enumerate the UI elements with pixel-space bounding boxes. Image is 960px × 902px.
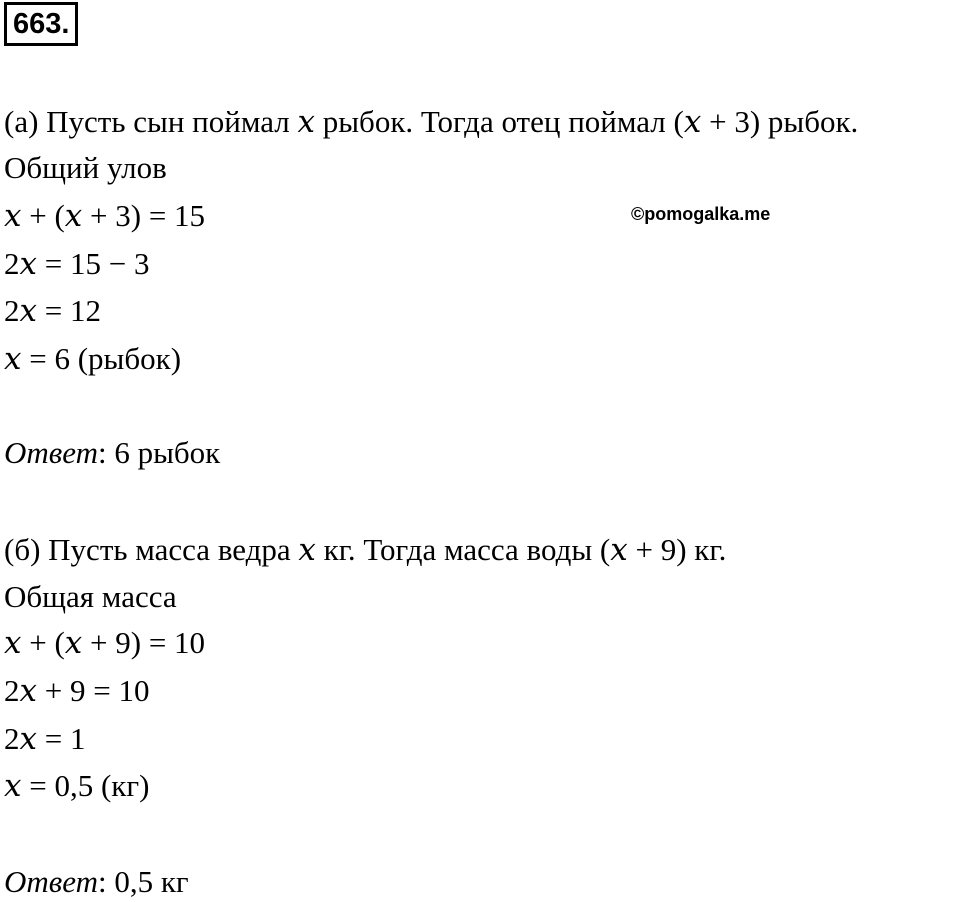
part-a-equation-4: 𝑥 = 6 (рыбок) <box>4 341 182 376</box>
part-a-equation-1: 𝑥 + (𝑥 + 3) = 15 <box>4 198 206 233</box>
part-b-equation-2: 2𝑥 + 9 = 10 <box>4 673 150 708</box>
part-a-equation-2: 2𝑥 = 15 − 3 <box>4 246 150 281</box>
part-b-intro: (б) Пусть масса ведра 𝑥 кг. Тогда масса воды (𝑥 + 9) кг. <box>4 532 727 567</box>
part-b-equation-3: 2𝑥 = 1 <box>4 721 86 756</box>
part-a-answer-label: Ответ <box>4 435 98 470</box>
problem-number: 663. <box>4 2 78 46</box>
part-a-sum-label: Общий улов <box>4 150 167 185</box>
part-b-equation-1: 𝑥 + (𝑥 + 9) = 10 <box>4 625 206 660</box>
part-a-answer-value: : 6 рыбок <box>97 435 221 470</box>
part-a-equation-3: 2𝑥 = 12 <box>4 293 101 328</box>
part-b-sum-label: Общая масса <box>4 579 177 614</box>
part-b-answer-label: Ответ <box>4 864 98 899</box>
part-b-equation-4: 𝑥 = 0,5 (кг) <box>4 768 150 803</box>
part-a-intro: (а) Пусть сын поймал 𝑥 рыбок. Тогда отец поймал (𝑥 + 3) рыбок. <box>4 104 859 139</box>
part-b-answer <box>4 862 189 902</box>
watermark: ©pomogalka.me <box>631 204 771 224</box>
part-b-answer-value: : 0,5 кг <box>97 864 189 899</box>
part-a-answer <box>4 433 220 473</box>
